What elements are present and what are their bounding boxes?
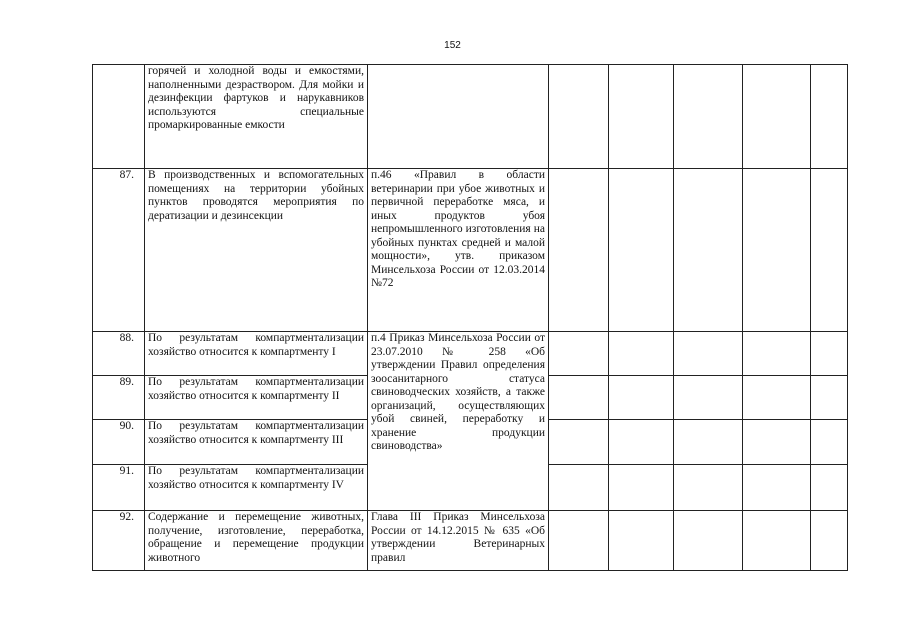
- check-cell: [609, 65, 674, 169]
- check-cell: [549, 465, 609, 511]
- check-cell: [674, 420, 743, 465]
- requirement-text: По результатам компартментализации хозяйство относится к компартменту I: [145, 332, 368, 376]
- check-cell: [811, 420, 848, 465]
- check-cell: [743, 376, 811, 420]
- requirement-text: По результатам компартментализации хозяйство относится к компартменту II: [145, 376, 368, 420]
- requirement-text: В производственных и вспомогательных помещениях на территории убойных пунктов проводятся мероприятия по дератизации и дезинсекции: [145, 169, 368, 332]
- requirement-text: По результатам компартментализации хозяйство относится к компартменту III: [145, 420, 368, 465]
- check-cell: [811, 465, 848, 511]
- requirement-text: горячей и холодной воды и емкостями, наполненными дезраствором. Для мойки и дезинфекции фартуков и нарукавников используются специальные промаркированные емкости: [145, 65, 368, 169]
- check-cell: [549, 420, 609, 465]
- check-cell: [674, 376, 743, 420]
- check-cell: [811, 169, 848, 332]
- check-cell: [674, 65, 743, 169]
- check-cell: [743, 420, 811, 465]
- row-number: 92.: [93, 511, 145, 571]
- row-number: 90.: [93, 420, 145, 465]
- requirement-text: Содержание и перемещение животных, получение, изготовление, переработка, обращение и перемещение продукции животного: [145, 511, 368, 571]
- check-cell: [609, 376, 674, 420]
- check-cell: [811, 332, 848, 376]
- check-cell: [811, 65, 848, 169]
- check-cell: [549, 376, 609, 420]
- check-cell: [609, 332, 674, 376]
- requirement-text: По результатам компартментализации хозяйство относится к компартменту IV: [145, 465, 368, 511]
- table-row: [93, 169, 848, 332]
- row-number: [93, 65, 145, 169]
- check-cell: [549, 511, 609, 571]
- row-number: 87.: [93, 169, 145, 332]
- table-row: [93, 332, 848, 376]
- check-cell: [549, 169, 609, 332]
- check-cell: [609, 511, 674, 571]
- table-row: [93, 511, 848, 571]
- check-cell: [743, 332, 811, 376]
- check-cell: [674, 465, 743, 511]
- check-cell: [674, 169, 743, 332]
- check-cell: [549, 65, 609, 169]
- check-cell: [743, 511, 811, 571]
- page-number: 152: [444, 40, 461, 51]
- check-cell: [674, 511, 743, 571]
- check-cell: [743, 65, 811, 169]
- check-cell: [811, 511, 848, 571]
- reference-text: п.46 «Правил в области ветеринарии при убое животных и первичной переработке мяса, и иных продуктов убоя непромышленного изготовления на убойных пунктах средней и малой мощности», утв. приказом Минсельхоза России от 12.03.2014 №72: [368, 169, 549, 332]
- row-number: 91.: [93, 465, 145, 511]
- row-number: 89.: [93, 376, 145, 420]
- check-cell: [811, 376, 848, 420]
- check-cell: [549, 332, 609, 376]
- check-cell: [609, 465, 674, 511]
- table-row: [93, 65, 848, 169]
- reference-text: [368, 65, 549, 169]
- check-cell: [743, 169, 811, 332]
- check-cell: [609, 169, 674, 332]
- row-number: 88.: [93, 332, 145, 376]
- inspection-table: [92, 64, 848, 571]
- reference-text: п.4 Приказ Минсельхоза России от 23.07.2010 № 258 «Об утверждении Правил определения зоосанитарного статуса свиноводческих хозяйств, а также организаций, осуществляющих убой свиней, переработку и хранение продукции свиноводства»: [368, 332, 549, 511]
- check-cell: [743, 465, 811, 511]
- check-cell: [609, 420, 674, 465]
- reference-text: Глава III Приказ Минсельхоза России от 14.12.2015 № 635 «Об утверждении Ветеринарных правил: [368, 511, 549, 571]
- check-cell: [674, 332, 743, 376]
